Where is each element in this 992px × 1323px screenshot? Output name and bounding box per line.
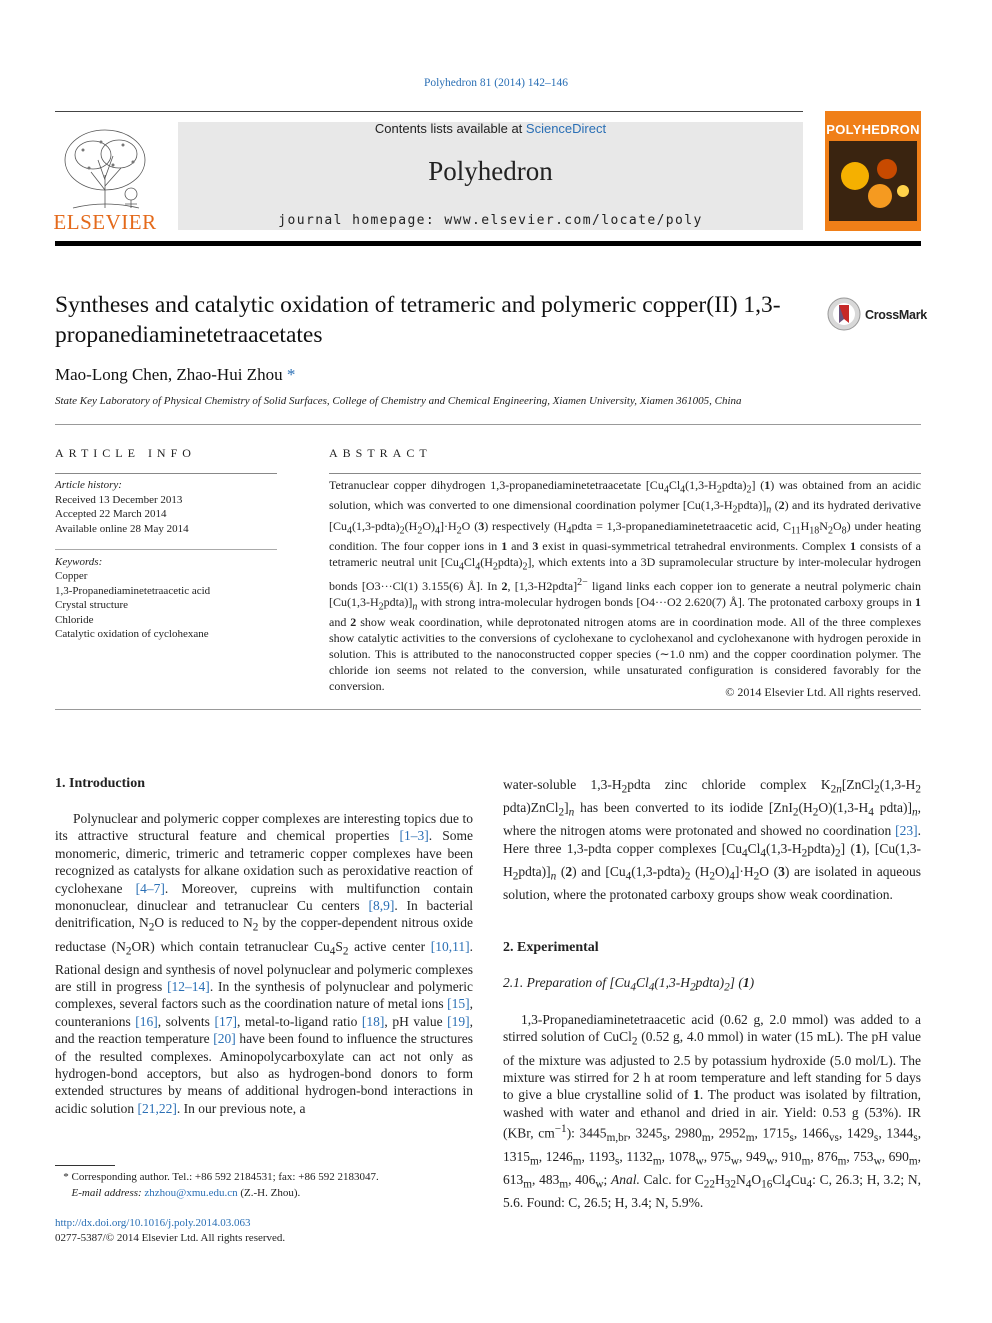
corresponding-text: Corresponding author. Tel.: +86 592 2184531; fax: +86 592 2183047. [71, 1171, 379, 1183]
subsection-heading-preparation: 2.1. Preparation of $[Cu_4Cl_4(1,3-H_2pdta)_2]$ (1) [503, 975, 755, 994]
corresponding-author-mark[interactable]: * [286, 365, 296, 384]
journal-title: Polyhedron [428, 156, 553, 186]
citation-link[interactable]: [18] [361, 1013, 385, 1029]
preparation-paragraph: 1,3-Propanediaminetetraacetic acid (0.62 g, 2.0 mmol) was added to a stirred solution of CuCl$_2$ (0.52 g, 4.0 mmol) in water (15 mL). The pH value of the mixture was adjusted to 2.5 by potassium hydroxide (5.0 mol/L). The mixture was stirred for 2 h at room temperature and left standing for 5 days to give a blue crystalline solid of 1. The product was isolated by filtration, washed with water and ethanol and dried in air. Yield: 0.53 g (53%). IR (KBr, $cm^{-1}$): $3445_{m,br}$, $3245_s$, $2980_m$, $2952_m$, $1715_s$, $1466_{vs}$, $1429_s$, $1344_s$, $1315_m$, $1246_m$, $1193_s$, $1132_m$, $1078_w$, $975_w$, $949_w$, $910_m$, $876_m$, $753_w$, $690_m$, $613_m$, $483_m$, $406_w$; Anal. Calc. for $C_{22}H_{32}N_4O_{16}Cl_4Cu_4$: C, 26.3; H, 3.2; N, 5.6. Found: C, 26.5; H, 3.4; N, 5.9%. [503, 1012, 922, 1210]
cover-title: POLYHEDRON [826, 122, 920, 137]
affiliation: State Key Laboratory of Physical Chemistry of Solid Surfaces, College of Chemistry and Chemical Engineering, Xiamen University, Xiamen 361005, China [55, 395, 742, 407]
section-heading-introduction: 1. Introduction [55, 776, 145, 791]
introduction-paragraph: Polynuclear and polymeric copper complexes are interesting topics due to its attractive structural feature and chemical properties [1–3]. Some monomeric, dimeric, trimeric and tetrameric copper complexes have been recognized as catalysts for alkane oxidation such as peroxidative reaction of cyclohexane [4–7]. Moreover, cupreins with multifunction contain mononuclear, dinuclear and tetranuclear Cu centers [8,9]. In bacterial denitrification, $N_2O$ is reduced to $N_2$ by the copper-dependent nitrous oxide reductase $(N_2OR)$ which contain tetranuclear $Cu_4S_2$ active center [10,11]. Rational design and synthesis of novel polynuclear and polymeric complexes are still in progress [12–14]. In the synthesis of polynuclear and polymeric complexes, several factors such as the coordination nature of metal ions [15], counteranions [16], solvents [17], metal-to-ligand ratio [18], pH value [19], and the reaction temperature [20] have been found to influence the structures of the resulted complexes. Aminopolycarboxylate can act not only as hydrogen-bond acceptors, but also as hydrogen-bond donors to form extended structures by means of additional hydrogen-bond interactions in acidic solution [21,22]. In our previous note, a [55, 811, 474, 1116]
citation-link[interactable]: [23] [895, 823, 918, 839]
email-suffix: (Z.-H. Zhou). [240, 1186, 301, 1199]
section-heading-experimental: 2. Experimental [503, 940, 599, 955]
keyword: Chloride [55, 613, 94, 626]
accepted-date: Accepted 22 March 2014 [55, 508, 167, 521]
citation-link[interactable]: [20] [213, 1031, 236, 1047]
email-link[interactable]: zhzhou@xmu.edu.cn [144, 1186, 238, 1199]
online-date: Available online 28 May 2014 [55, 522, 189, 535]
abstract-copyright: © 2014 Elsevier Ltd. All rights reserved. [725, 685, 921, 699]
received-date: Received 13 December 2013 [55, 493, 183, 506]
keyword: Crystal structure [55, 599, 129, 612]
author-list [55, 365, 295, 385]
crossmark-label[interactable]: CrossMark [865, 308, 927, 322]
contents-line [178, 121, 803, 136]
keyword: Copper [55, 570, 88, 583]
doi-link[interactable]: http://dx.doi.org/10.1016/j.poly.2014.03.063 [55, 1217, 251, 1229]
abstract-heading: ABSTRACT [329, 446, 432, 460]
doi-block [55, 1216, 285, 1246]
citation-link[interactable]: [12–14] [167, 979, 210, 995]
abstract-rule [329, 473, 921, 474]
history-label: Article history: [55, 479, 122, 491]
email-note [55, 1186, 473, 1202]
citation-link[interactable]: [17] [214, 1013, 237, 1029]
keywords-label: Keywords: [55, 556, 103, 568]
footnote-rule [55, 1165, 115, 1166]
citation-link[interactable]: [16] [135, 1013, 158, 1029]
abstract-text: Tetranuclear copper dihydrogen 1,3-propanediaminetetraacetate $[Cu_4Cl_4(1,3-H_2pdta)_2]$ (1) was obtained from an acidic solution, which was converted to one dimensional coordination polymer $[Cu(1,3-H_2pdta)]_n$ (2) and its hydrated derivative $[Cu_4(1,3-pdta)_2(H_2O)_4]\cdot H_2O$ (3) respectively ($H_4pdta$ = 1,3-propanediaminetetraacetic acid, $C_{11}H_{18}N_2O_8$) under heating condition. The four copper ions in 1 and 3 exist in quasi-symmetrical tetrahedral environments. Complex 1 consists of a tetrameric neutral unit $[Cu_4Cl_4(H_2pdta)_2]$, which extents into a 3D supramolecular structure by inter-molecular hydrogen bonds [O3···Cl(1) 3.155(6) Å]. In 2, [1,3-H2pdta]$^{2-}$ ligand links each copper ion to generate a neutral polymeric chain $[Cu(1,3-H_2pdta)]_n$ with strong intra-molecular hydrogen bonds [O4···O2 2.620(7) Å]. The protonated carboxy groups in 1 and 2 show weak coordination, while deprotonated nitrogen atoms are in coordination mode. All of the three complexes show catalytic activities to the conversions of cyclohexane to cyclohexanol and cyclohexanone with hydrogen peroxide in solution. This is attributed to the nanoconstructed copper species (∼1.0 nm) and the copper coordination polymer. The chloride ion seems not related to the conversion, while unsaturated configuration is considered favorably for the conversion. [329, 478, 922, 693]
issn-line: 0277-5387/© 2014 Elsevier Ltd. All rights reserved. [55, 1232, 286, 1244]
introduction-continued: water-soluble $1,3-H_2pdta$ zinc chloride complex $K_{2n}[ZnCl_2(1,3-H_2$ $pdta)ZnCl_2]_n$ has been converted to its iodide [$ZnI_2(H_2O)(1,3-H_4$ $pdta)]_n$, where the nitrogen atoms were protonated and showed no coordination [23]. Here three 1,3-pdta copper complexes $[Cu_4Cl_4(1,3-H_2pdta)_2]$ (1), $[Cu(1,3-H_2pdta)]_n$ (2) and [$Cu_4(1,3-pdta)_2$ $(H_2O)_4]\cdot H_2O$ (3) are isolated in aqueous solution, where the protonated carboxy groups show weak coordination. [503, 777, 922, 902]
header-rule [55, 111, 803, 112]
journal-homepage[interactable]: journal homepage: www.elsevier.com/locate/poly [278, 213, 703, 228]
footnote [55, 1170, 473, 1201]
sciencedirect-link[interactable]: ScienceDirect [525, 121, 607, 136]
citation-link[interactable]: [19] [447, 1013, 470, 1029]
email-label: E-mail address: [71, 1186, 142, 1199]
keywords-block [55, 555, 277, 641]
corresponding-author-note: * Corresponding author. Tel.: +86 592 2184531; fax: +86 592 2183047. [55, 1171, 379, 1183]
contents-prefix: Contents lists available at [374, 121, 526, 136]
citation-link[interactable]: [1–3] [399, 828, 429, 844]
keyword: 1,3-Propanediaminetetraacetic acid [55, 584, 211, 597]
article-title: Syntheses and catalytic oxidation of tetrameric and polymeric copper(II) 1,3-propanediaminetetraacetates [55, 292, 781, 348]
authors-names: Mao-Long Chen, Zhao-Hui Zhou [55, 365, 283, 384]
journal-reference[interactable]: Polyhedron 81 (2014) 142–146 [423, 77, 569, 89]
citation-link[interactable]: [15] [447, 996, 470, 1012]
article-info-heading: ARTICLE INFO [55, 446, 196, 460]
citation-link[interactable]: [4–7] [135, 880, 165, 896]
article-info-rule [55, 473, 277, 474]
keyword: Catalytic oxidation of cyclohexane [55, 628, 209, 641]
citation-link[interactable]: [21,22] [137, 1100, 177, 1116]
article-history [55, 478, 277, 536]
citation-link[interactable]: [8,9] [368, 898, 395, 914]
citation-link[interactable]: [10,11] [430, 938, 470, 954]
affiliation-rule [55, 424, 921, 425]
header-thick-rule [55, 241, 921, 246]
abstract-end-rule [55, 709, 921, 710]
elsevier-wordmark: ELSEVIER [53, 210, 157, 234]
crossmark-icon[interactable] [827, 297, 861, 331]
keywords-rule [55, 549, 277, 550]
